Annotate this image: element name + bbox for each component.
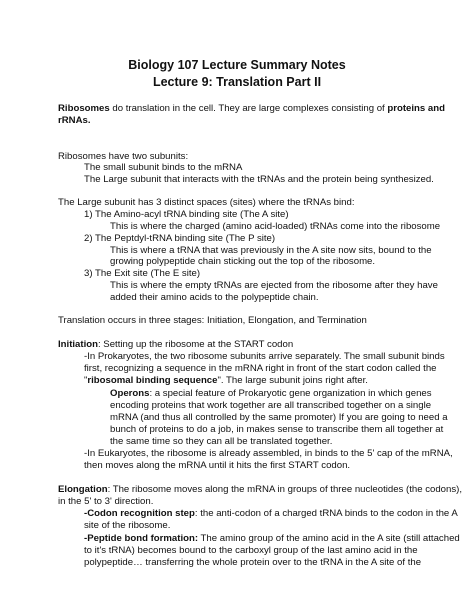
- e-site-desc-1: This is where the empty tRNAs are ejected from the ribosome after they have: [110, 280, 438, 291]
- stages-text: Translation occurs in three stages: Initiation, Elongation, and Termination: [58, 315, 367, 326]
- operons-line-3: mRNA (and thus all controlled by the same promoter) If you are going to need a: [110, 412, 448, 423]
- a-site-title: 1) The Amino-acyl tRNA binding site (The A site): [84, 209, 289, 220]
- ribosomes-term: Ribosomes: [58, 103, 110, 114]
- prokaryote-line-2: first, recognizing a sequence in the mRNA right in front of the start codon called the: [84, 363, 437, 374]
- operons-label: Operons: [110, 388, 150, 399]
- p-site-title: 2) The Peptdyl-tRNA binding site (The P site): [84, 233, 276, 244]
- peptide-bond-line-1: -Peptide bond formation: The amino group of the amino acid in the A site (still attached: [84, 533, 460, 544]
- initiation-heading: Initiation: Setting up the ribosome at the START codon: [58, 339, 294, 350]
- operons-line-5: the same time so they can all be translated together.: [110, 436, 333, 447]
- subunits-heading: Ribosomes have two subunits:: [58, 151, 189, 162]
- elongation-heading: Elongation: The ribosome moves along the mRNA in groups of three nucleotides (the codons),: [58, 484, 463, 495]
- p-site-desc-1: This is where a tRNA that was previously in the A site now sits, bound to the: [110, 245, 432, 256]
- lecture-title: Lecture 9: Translation Part II: [152, 75, 322, 89]
- large-subunit-text: The Large subunit that interacts with the tRNAs and the protein being synthesized.: [84, 174, 434, 185]
- intro-line-1: Ribosomes do translation in the cell. They are large complexes consisting of proteins and: [58, 103, 445, 114]
- eukaryote-line-1: -In Eukaryotes, the ribosome is already assembled, in binds to the 5' cap of the mRNA,: [84, 448, 453, 459]
- small-subunit-text: The small subunit binds to the mRNA: [84, 162, 243, 173]
- e-site-desc-2: added their amino acids to the polypeptide chain.: [110, 292, 319, 303]
- elongation-label: Elongation: [58, 484, 108, 495]
- operons-line-1: Operons: a special feature of Prokaryotic gene organization in which genes: [110, 388, 432, 399]
- codon-recognition-line-2: site of the ribosome.: [84, 520, 171, 531]
- initiation-label: Initiation: [58, 339, 98, 350]
- document-title: Biology 107 Lecture Summary Notes: [128, 58, 346, 72]
- a-site-desc: This is where the charged (amino acid-loaded) tRNAs come into the ribosome: [110, 221, 441, 232]
- prokaryote-line-3: "ribosomal binding sequence". The large subunit joins right after.: [84, 375, 368, 386]
- elongation-line-2: in the 5' to 3' direction.: [58, 496, 154, 507]
- p-site-desc-2: growing polypeptide chain sticking out the top of the ribosome.: [110, 256, 376, 267]
- intro-line-2: rRNAs.: [58, 115, 91, 126]
- codon-recognition-line-1: -Codon recognition step: the anti-codon of a charged tRNA binds to the codon in the A: [84, 508, 458, 519]
- peptide-bond-line-3: polypeptide… transferring the whole protein over to the tRNA in the A site of the: [84, 557, 422, 568]
- e-site-title: 3) The Exit site (The E site): [84, 268, 201, 279]
- peptide-bond-line-2: to it's tRNA) becomes bound to the carboxyl group of the last amino acid in the: [84, 545, 418, 556]
- sites-heading: The Large subunit has 3 distinct spaces (sites) where the tRNAs bind:: [58, 197, 355, 208]
- operons-line-4: bunch of proteins to do a job, in makes sense to transcribe them all together at: [110, 424, 444, 435]
- operons-line-2: encoding proteins that work together are all transcribed together on a single: [110, 400, 432, 411]
- prokaryote-line-1: -In Prokaryotes, the two ribosome subunits arrive separately. The small subunit binds: [84, 351, 445, 362]
- eukaryote-line-2: then moves along the mRNA until it hits the first START codon.: [84, 460, 351, 471]
